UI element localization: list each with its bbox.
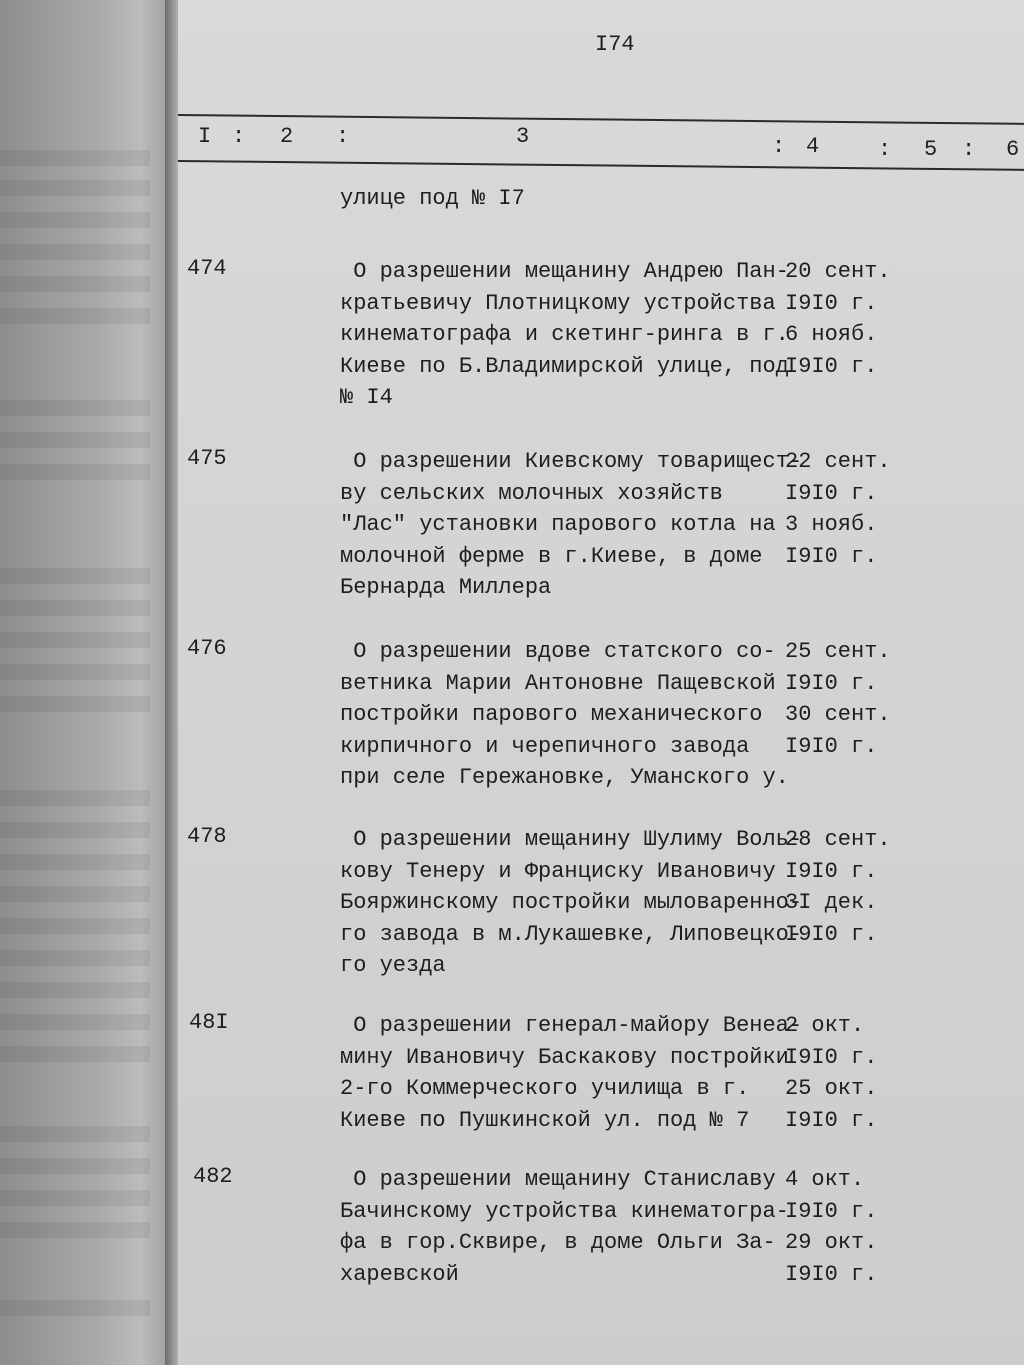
- entry-dates: 25 сент. I9I0 г. 30 сент. I9I0 г.: [785, 639, 891, 759]
- entry-number: 475: [187, 446, 227, 471]
- column-separator: :: [772, 134, 786, 159]
- left-facing-page: [0, 0, 175, 1365]
- entry-number: 474: [187, 256, 227, 281]
- entry-dates: 22 сент. I9I0 г. 3 нояб. I9I0 г.: [785, 449, 891, 569]
- entry-text: О разрешении мещанину Шулиму Воль- кову Тенеру и Франциску Ивановичу Бояржинскому постройки мыловаренно- го завода в м.Лукашевке, Липовецко- го уезда: [340, 827, 803, 978]
- entry-text: О разрешении мещанину Станиславу Бачинскому устройства кинематогра- фа в гор.Сквире, в доме Ольги За- харевской: [340, 1167, 789, 1287]
- column-separator: :: [232, 124, 246, 149]
- column-separator: :: [336, 124, 350, 149]
- entry-dates: 20 сент. I9I0 г. 6 нояб. I9I0 г.: [785, 259, 891, 379]
- entry-text: О разрешении Киевскому товарищест- ву сельских молочных хозяйств "Лас" установки парового котла на молочной ферме в г.Киеве, в доме Бернарда Миллера: [340, 449, 803, 600]
- column-header-1: I: [198, 124, 212, 149]
- column-separator: :: [878, 137, 892, 162]
- entry-text: О разрешении мещанину Андрею Пан- кратьевичу Плотницкому устройства кинематографа и скетинг-ринга в г. Киеве по Б.Владимирской улице, под № I4: [340, 259, 789, 410]
- entry-text: О разрешении генерал-майору Венеа- мину Ивановичу Баскакову постройки 2-го Коммерческого училища в г. Киеве по Пушкинской ул. под № 7: [340, 1013, 803, 1133]
- page-number: I74: [595, 32, 635, 57]
- column-separator: :: [962, 137, 976, 162]
- entry-number: 48I: [189, 1010, 229, 1035]
- entry-number: 476: [187, 636, 227, 661]
- column-header-6: 6: [1006, 137, 1020, 162]
- entry-dates: 28 сент. I9I0 г. 3I дек. I9I0 г.: [785, 827, 891, 947]
- entry-number: 478: [187, 824, 227, 849]
- column-header-2: 2: [280, 124, 294, 149]
- column-header-4: 4: [806, 134, 820, 159]
- entry-number: 482: [193, 1164, 233, 1189]
- column-header-5: 5: [924, 137, 938, 162]
- entry-text: О разрешении вдове статского со- ветника Марии Антоновне Пащевской постройки парового механического кирпичного и черепичного завода при селе Гережановке, Уманского у.: [340, 639, 789, 790]
- entry-dates: 4 окт. I9I0 г. 29 окт. I9I0 г.: [785, 1167, 878, 1287]
- column-header-3: 3: [516, 124, 530, 149]
- continuation-line: улице под № I7: [340, 186, 525, 211]
- entry-dates: 2 окт. I9I0 г. 25 окт. I9I0 г.: [785, 1013, 878, 1133]
